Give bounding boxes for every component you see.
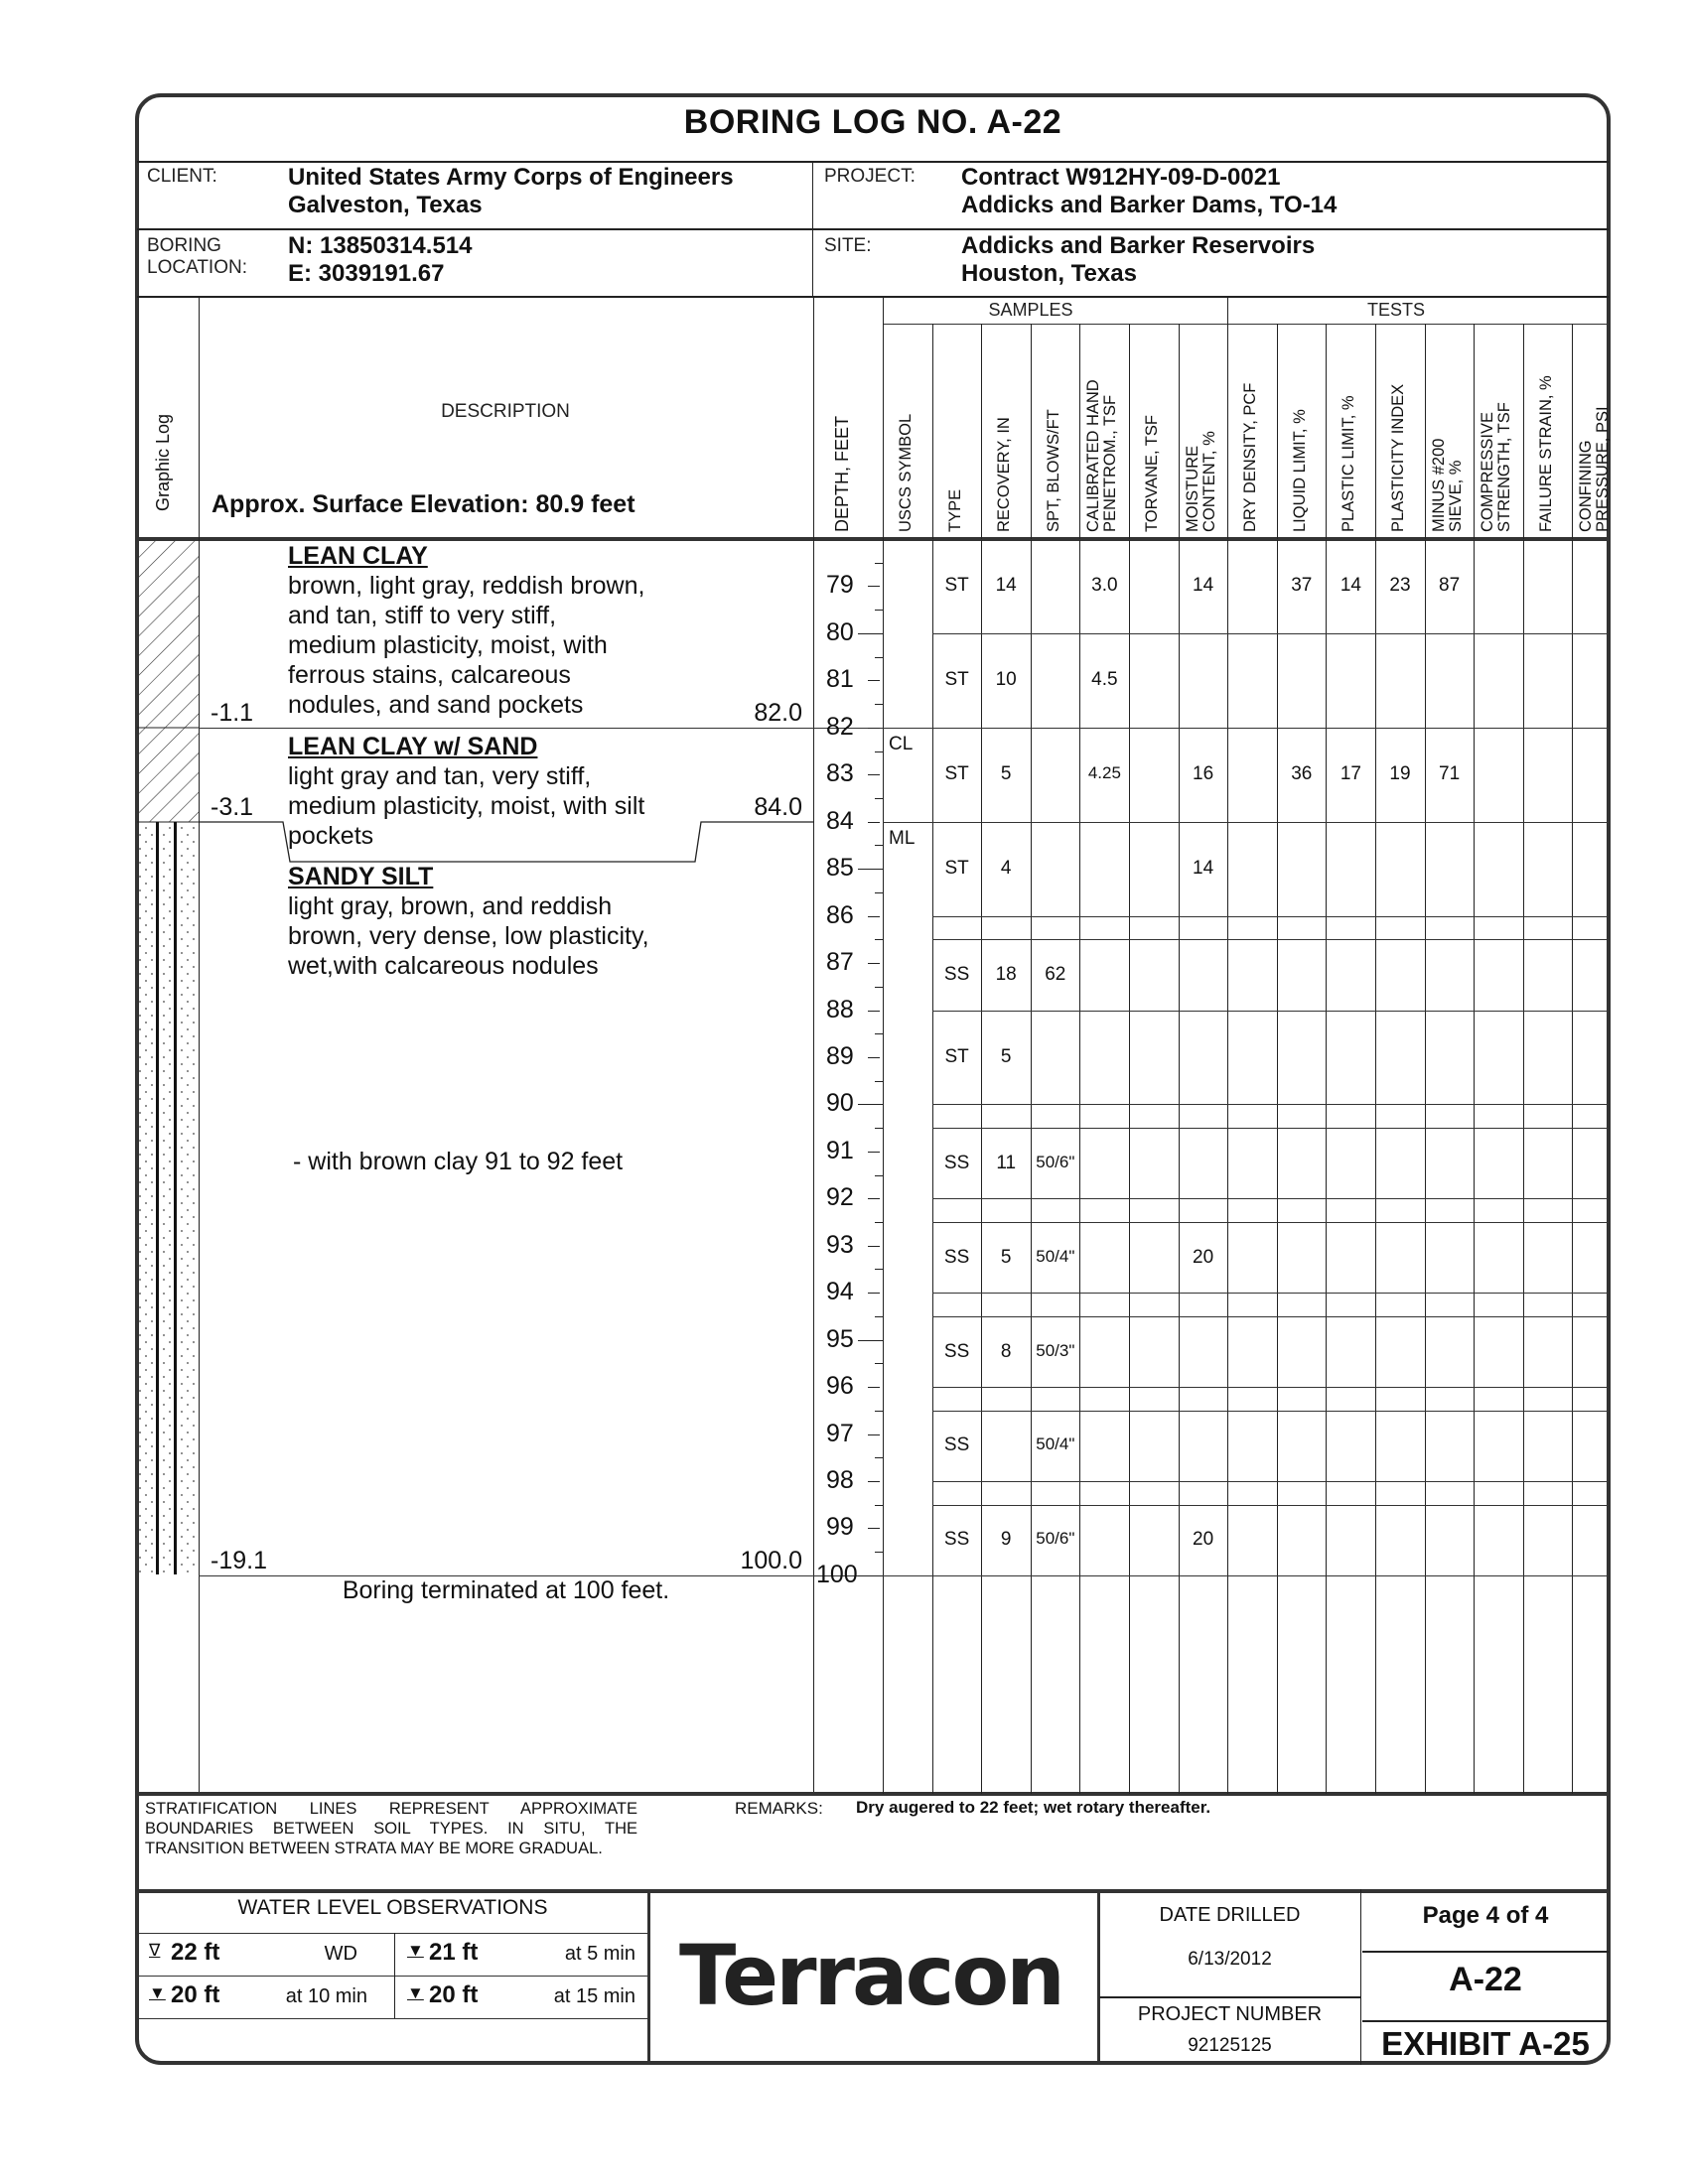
depth-label: 96 (826, 1372, 854, 1401)
depth-tick (858, 869, 883, 870)
column-header-line: FAILURE STRAIN, % (1536, 375, 1555, 532)
northing: N: 13850314.514 (288, 232, 473, 259)
silt-line (156, 822, 159, 1574)
depth-minor-tick (875, 1316, 883, 1317)
sample-cell-type: SS (943, 1529, 970, 1551)
depth-tick (868, 1198, 880, 1199)
divider (137, 1889, 1609, 1893)
divider (199, 296, 200, 1794)
sample-cell-recovery: 9 (1000, 1529, 1012, 1551)
depth-minor-tick (875, 610, 883, 611)
column-header-line: CALIBRATED HAND (1084, 379, 1103, 532)
sample-bottom-line (932, 1198, 1609, 1199)
stratum-text-line: light gray, brown, and reddish (288, 891, 613, 920)
column-header (1046, 409, 1062, 532)
sample-bottom-line (932, 1293, 1609, 1294)
depth-minor-tick (875, 1128, 883, 1129)
depth-label: 88 (826, 995, 854, 1024)
depth-minor-tick (875, 1222, 883, 1223)
divider (137, 1933, 648, 1934)
column-header-line: STRENGTH, TSF (1494, 402, 1513, 532)
depth-tick (868, 1387, 880, 1388)
sample-cell-recovery: 4 (1000, 858, 1012, 880)
sample-cell-minus200: 71 (1439, 763, 1461, 785)
remarks-label: REMARKS: (735, 1799, 823, 1818)
silt-line (174, 822, 177, 1574)
sample-cell-pi: 19 (1389, 763, 1411, 785)
termination-note: Boring terminated at 100 feet. (342, 1576, 670, 1604)
stratum-text-line: light gray and tan, very stiff, (288, 761, 592, 790)
depth-label: 90 (826, 1089, 854, 1118)
sample-cell-type: SS (943, 1246, 970, 1268)
column-divider (1277, 324, 1278, 1794)
column-divider (1375, 324, 1376, 1794)
water-level-depth: 21 ft (429, 1939, 479, 1966)
remarks-text: Dry augered to 22 feet; wet rotary thereafter. (856, 1798, 1211, 1817)
sample-cell-recovery: 5 (1000, 1246, 1012, 1268)
sample-cell-type: ST (944, 669, 969, 691)
stratum-elevation: -19.1 (211, 1546, 267, 1574)
depth-minor-tick (875, 845, 883, 846)
sample-cell-pl: 17 (1340, 763, 1361, 785)
sample-cell-ll: 37 (1291, 575, 1313, 597)
sample-bottom-line (932, 1104, 1609, 1105)
column-header-line: SPT, BLOWS/FT (1044, 409, 1062, 532)
column-header (1538, 375, 1555, 532)
sample-cell-recovery: 8 (1000, 1340, 1012, 1362)
stratum-text-line: pockets (288, 821, 374, 850)
sample-cell-spt: 50/4" (1036, 1434, 1075, 1454)
water-level-while-drilling-icon: ∇ (149, 1941, 161, 1960)
depth-tick (858, 1340, 883, 1341)
water-level-note: at 15 min (553, 1985, 635, 2007)
depth-minor-tick (875, 1457, 883, 1458)
depth-minor-tick (875, 657, 883, 658)
divider (1099, 1996, 1360, 1998)
column-divider (1079, 324, 1080, 1794)
depth-minor-tick (875, 1411, 883, 1412)
uscs-symbol: CL (889, 733, 914, 754)
stratum-depth: 100.0 (740, 1546, 802, 1574)
sample-cell-moisture: 14 (1193, 575, 1214, 597)
depth-tick (868, 1528, 880, 1529)
sample-cell-type: SS (943, 1152, 970, 1173)
strata-boundary-notch (199, 820, 814, 870)
sample-top-line (932, 1011, 1609, 1012)
depth-minor-tick (875, 939, 883, 940)
depth-minor-tick (875, 798, 883, 799)
uscs-boundary (883, 728, 932, 729)
sample-cell-minus200: 87 (1439, 575, 1461, 597)
depth-minor-tick (875, 563, 883, 564)
sample-bottom-line (932, 1387, 1609, 1388)
site-label: SITE: (824, 235, 872, 256)
divider (813, 296, 814, 1794)
divider (883, 324, 1611, 325)
depth-label: 82 (826, 712, 854, 741)
stratum-text-line: brown, light gray, reddish brown, (288, 572, 645, 600)
exhibit-label: EXHIBIT A-25 (1381, 2025, 1590, 2062)
stratum-elevation: -1.1 (211, 698, 254, 727)
column-header-line: MOISTURE (1183, 445, 1201, 532)
depth-label: 85 (826, 854, 854, 883)
depth-tick (868, 1434, 880, 1435)
depth-tick (868, 1481, 880, 1482)
depth-tick (858, 1575, 883, 1576)
sample-top-line (932, 633, 1609, 634)
sample-cell-pen: 4.5 (1091, 669, 1118, 691)
depth-label: 95 (826, 1324, 854, 1353)
depth-minor-tick (875, 1081, 883, 1082)
sample-cell-recovery: 5 (1000, 1045, 1012, 1067)
tests-group-header: TESTS (1366, 300, 1425, 320)
column-divider (1129, 324, 1130, 1794)
stratum-description (288, 541, 794, 720)
sample-cell-recovery: 10 (995, 669, 1017, 691)
date-drilled-value: 6/13/2012 (1188, 1949, 1272, 1970)
depth-tick (868, 1011, 880, 1012)
uscs-boundary (883, 822, 932, 823)
depth-label: 98 (826, 1466, 854, 1494)
depth-tick (868, 728, 880, 729)
stratification-note: STRATIFICATION LINES REPRESENT APPROXIMATE BOUNDARIES BETWEEN SOIL TYPES. IN SITU, THE TRANSITION BETWEEN STRATA MAY BE MORE GRADUAL. (145, 1800, 637, 1857)
depth-minor-tick (875, 704, 883, 705)
column-header-line: USCS SYMBOL (897, 413, 915, 532)
sample-cell-recovery: 5 (1000, 763, 1012, 785)
column-header-line: CONFINING (1577, 440, 1596, 532)
water-level-title: WATER LEVEL OBSERVATIONS (237, 1896, 548, 1919)
strata-boundary (199, 728, 883, 729)
water-level-note: WD (324, 1943, 357, 1965)
sample-cell-spt: 50/6" (1036, 1152, 1075, 1171)
sample-cell-recovery: 18 (995, 963, 1017, 985)
column-header (1242, 383, 1259, 532)
depth-minor-tick (875, 1269, 883, 1270)
depth-minor-tick (875, 1363, 883, 1364)
depth-minor-tick (875, 987, 883, 988)
date-drilled-label: DATE DRILLED (1159, 1904, 1301, 1926)
column-header-line: MINUS #200 (1429, 438, 1448, 532)
column-divider (1425, 324, 1426, 1794)
column-header-line: CONTENT, % (1199, 431, 1218, 532)
column-divider (1326, 324, 1327, 1794)
sample-bottom-line (932, 1481, 1609, 1482)
depth-label: 79 (826, 571, 854, 600)
column-header (1578, 406, 1611, 532)
page-indicator: Page 4 of 4 (1422, 1902, 1549, 1929)
boring-id: A-22 (1449, 1961, 1522, 1998)
sample-cell-type: ST (944, 763, 969, 785)
client-label: CLIENT: (147, 166, 217, 187)
sample-cell-spt: 62 (1045, 963, 1066, 985)
terracon-logo: Terracon (679, 1927, 1062, 2024)
column-header (1431, 439, 1464, 532)
depth-tick (868, 1152, 880, 1153)
stratum-name: LEAN CLAY (288, 542, 428, 570)
column-header (996, 417, 1013, 532)
sample-top-line (932, 539, 1609, 540)
depth-minor-tick (875, 1505, 883, 1506)
sample-cell-moisture: 16 (1193, 763, 1214, 785)
sandy-silt-pattern (137, 822, 199, 1574)
site-line1: Addicks and Barker Reservoirs (961, 232, 1316, 259)
lean-clay-pattern (137, 539, 199, 822)
water-level-depth: 22 ft (171, 1939, 220, 1966)
depth-tick (858, 633, 883, 634)
divider (137, 1792, 1609, 1796)
depth-tick (858, 1104, 883, 1105)
divider (647, 1889, 650, 2065)
sample-top-line (932, 939, 1609, 940)
graphic-log-header: Graphic Log (153, 413, 173, 511)
sample-top-line (932, 822, 1609, 823)
stratum-text-line: ferrous stains, calcareous (288, 661, 571, 689)
column-header-line: PLASTIC LIMIT, % (1340, 395, 1358, 532)
water-level-note: at 5 min (564, 1943, 635, 1965)
sample-top-line (932, 1411, 1609, 1412)
depth-label: 93 (826, 1230, 854, 1259)
divider (137, 296, 1609, 298)
depth-label: 89 (826, 1041, 854, 1070)
sample-cell-type: SS (943, 1340, 970, 1362)
sample-cell-spt: 50/6" (1036, 1529, 1075, 1549)
sample-cell-type: ST (944, 575, 969, 597)
depth-tick (868, 774, 880, 775)
sample-cell-type: ST (944, 858, 969, 880)
stratum-depth: 84.0 (754, 792, 802, 821)
depth-label: 92 (826, 1183, 854, 1212)
page-title: BORING LOG NO. A-22 (683, 103, 1062, 141)
depth-tick (868, 1293, 880, 1294)
description-header: DESCRIPTION (441, 401, 570, 422)
depth-tick (868, 822, 880, 823)
sample-top-line (932, 1128, 1609, 1129)
sample-cell-moisture: 20 (1193, 1246, 1214, 1268)
column-header-line: TYPE (945, 488, 964, 532)
sample-top-line (932, 1505, 1609, 1506)
stratum-text-line: nodules, and sand pockets (288, 691, 584, 719)
client-line1: United States Army Corps of Engineers (288, 164, 734, 191)
project-number-label: PROJECT NUMBER (1137, 2003, 1323, 2025)
project-number-value: 92125125 (1188, 2035, 1272, 2056)
column-header (1144, 415, 1161, 532)
stratum-description (288, 862, 794, 981)
column-header-line: TORVANE, TSF (1143, 415, 1161, 532)
stratum-text-line: medium plasticity, moist, with silt (288, 791, 645, 820)
depth-minor-tick (875, 1552, 883, 1553)
column-header-line: PENETROM., TSF (1100, 394, 1119, 532)
depth-label: 80 (826, 617, 854, 646)
depth-label: 83 (826, 759, 854, 788)
depth-label: 91 (826, 1136, 854, 1164)
sample-cell-moisture: 20 (1193, 1529, 1214, 1551)
sample-cell-spt: 50/4" (1036, 1246, 1075, 1266)
stratum-text-line: brown, very dense, low plasticity, (288, 921, 649, 950)
location-label: LOCATION: (147, 257, 247, 278)
divider (137, 1976, 648, 1977)
sample-cell-spt: 50/3" (1036, 1340, 1075, 1360)
uscs-symbol: ML (889, 827, 916, 849)
sample-cell-pen: 3.0 (1091, 575, 1118, 597)
water-level-depth: 20 ft (171, 1981, 220, 2008)
depth-header: DEPTH, FEET (832, 415, 852, 532)
depth-minor-tick (875, 751, 883, 752)
depth-label: 94 (826, 1278, 854, 1306)
sample-cell-type: SS (943, 963, 970, 985)
depth-label: 99 (826, 1513, 854, 1542)
column-divider (1474, 324, 1475, 1794)
stratum-text-line: and tan, stiff to very stiff, (288, 602, 557, 629)
depth-tick (868, 1057, 880, 1058)
sample-cell-ll: 36 (1291, 763, 1313, 785)
sample-cell-recovery: 11 (996, 1152, 1017, 1173)
depth-tick (868, 680, 880, 681)
depth-minor-tick (875, 892, 883, 893)
depth-label: 84 (826, 806, 854, 835)
samples-group-header: SAMPLES (988, 300, 1073, 320)
project-line2: Addicks and Barker Dams, TO-14 (961, 192, 1338, 218)
easting: E: 3039191.67 (288, 260, 445, 287)
column-header-line: PRESSURE, PSI (1593, 406, 1612, 532)
stratum-elevation: -3.1 (211, 792, 254, 821)
sample-cell-type: SS (943, 1434, 970, 1456)
divider (1362, 1951, 1609, 1953)
sample-cell-type: ST (944, 1045, 969, 1067)
stratum-text-line: medium plasticity, moist, with (288, 631, 608, 659)
water-level-note: at 10 min (285, 1985, 367, 2007)
divider (1360, 1889, 1361, 2065)
depth-tick (868, 1246, 880, 1247)
column-header-line: DRY DENSITY, PCF (1241, 382, 1260, 532)
column-divider (1227, 296, 1228, 1794)
depth-label: 86 (826, 900, 854, 929)
divider (137, 161, 1609, 163)
column-header (1185, 431, 1217, 532)
depth-label: 81 (826, 665, 854, 694)
graphic-log (137, 539, 199, 1574)
stratum-name: LEAN CLAY w/ SAND (288, 732, 538, 760)
sample-cell-moisture: 14 (1193, 858, 1214, 880)
sample-top-line (932, 1316, 1609, 1317)
column-divider (1179, 324, 1180, 1794)
sample-cell-recovery: 14 (995, 575, 1017, 597)
project-line1: Contract W912HY-09-D-0021 (961, 164, 1281, 191)
site-line2: Houston, Texas (961, 260, 1137, 287)
depth-minor-tick (875, 1033, 883, 1034)
divider (394, 1933, 395, 2018)
column-header-line: LIQUID LIMIT, % (1290, 409, 1309, 532)
sample-cell-pen: 4.25 (1087, 763, 1121, 783)
depth-tick (868, 963, 880, 964)
column-header-line: PLASTICITY INDEX (1389, 383, 1407, 532)
sample-top-line (932, 728, 1609, 729)
depth-tick (868, 586, 880, 587)
divider (1362, 2020, 1609, 2022)
sample-cell-pl: 14 (1340, 575, 1361, 597)
column-header (1480, 402, 1512, 532)
stratum-text-line: wet,with calcareous nodules (288, 951, 599, 980)
column-header (1085, 379, 1118, 532)
column-header-line: RECOVERY, IN (995, 417, 1014, 532)
water-level-after-drilling-icon: ▼ (149, 1983, 166, 2002)
column-header (1390, 384, 1407, 532)
note-91-92: - with brown clay 91 to 92 feet (293, 1148, 624, 1175)
sample-top-line (932, 1222, 1609, 1223)
column-header-line: COMPRESSIVE (1479, 411, 1497, 532)
stratum-depth: 82.0 (754, 698, 802, 727)
column-divider (1523, 324, 1524, 1794)
sample-cell-pi: 23 (1389, 575, 1411, 597)
column-header (947, 489, 964, 532)
depth-label: 100 (816, 1560, 858, 1588)
boring-label: BORING (147, 235, 221, 256)
water-level-after-drilling-icon: ▼ (407, 1941, 424, 1960)
column-header (898, 414, 915, 532)
divider (137, 228, 1609, 230)
stratum-name: SANDY SILT (288, 862, 434, 890)
depth-label: 97 (826, 1419, 854, 1447)
column-divider (883, 296, 884, 1794)
depth-tick (868, 916, 880, 917)
divider (137, 2018, 648, 2019)
project-label: PROJECT: (824, 166, 916, 187)
depth-label: 87 (826, 948, 854, 977)
sample-bottom-line (932, 916, 1609, 917)
column-header-line: SIEVE, % (1446, 460, 1465, 532)
surface-elevation: Approx. Surface Elevation: 80.9 feet (212, 490, 635, 518)
water-level-after-drilling-icon: ▼ (407, 1983, 424, 2002)
column-divider (1572, 324, 1573, 1794)
depth-minor-tick (875, 1175, 883, 1176)
column-header (1292, 409, 1309, 532)
column-header (1340, 395, 1357, 532)
sample-bottom-line (932, 1575, 1609, 1576)
client-line2: Galveston, Texas (288, 192, 483, 218)
water-level-depth: 20 ft (429, 1981, 479, 2008)
